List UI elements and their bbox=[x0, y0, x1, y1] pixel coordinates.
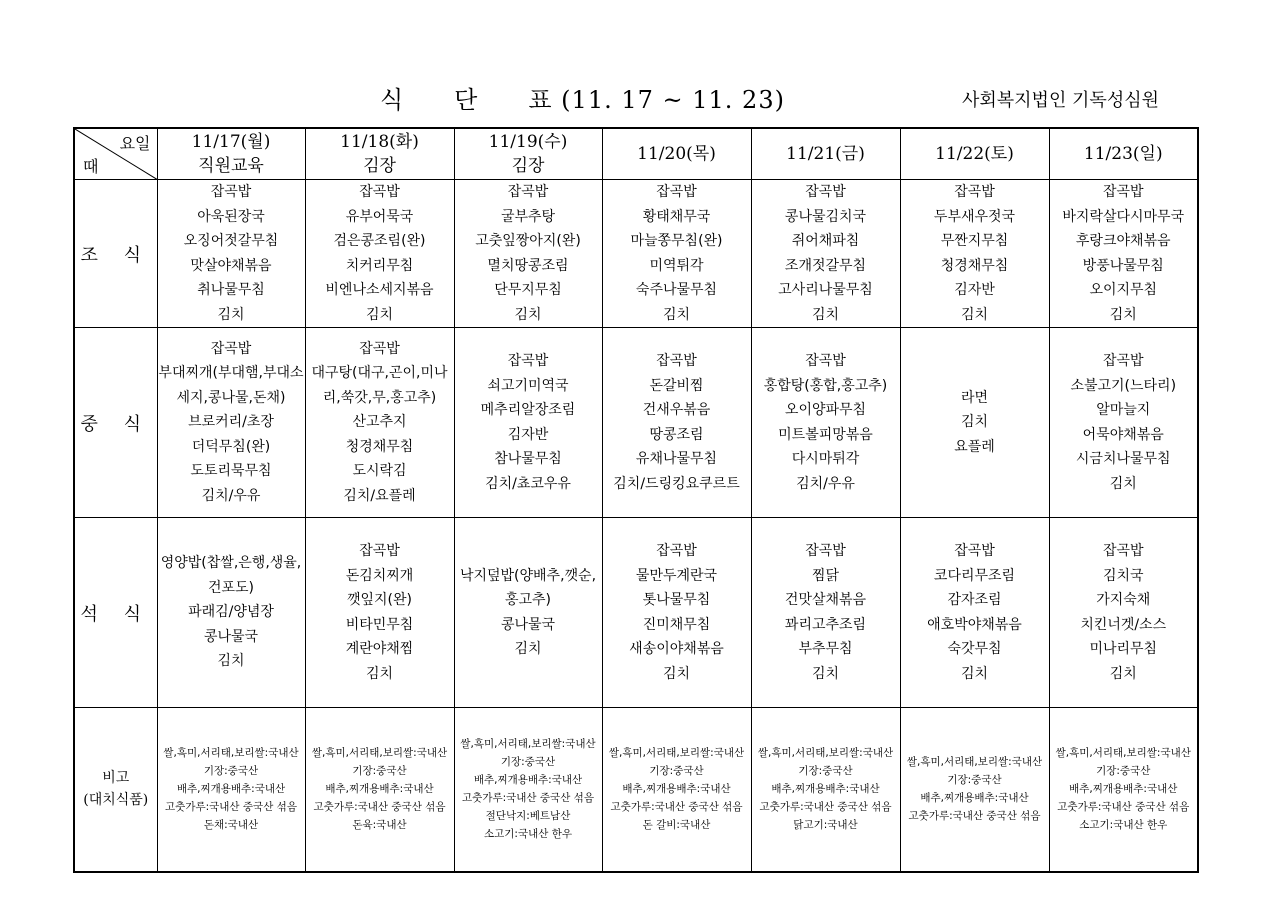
menu-cell bbox=[900, 518, 1049, 708]
menu-item: 김치 bbox=[514, 306, 542, 323]
menu-item: 도토리묵무침 bbox=[190, 463, 272, 480]
notes-label-line: (대치식품) bbox=[83, 792, 149, 809]
menu-item: 아욱된장국 bbox=[197, 208, 265, 225]
origin-note-line: 기장:중국산 bbox=[798, 765, 853, 778]
menu-item: 김치 bbox=[960, 306, 989, 323]
meal-row bbox=[74, 328, 1198, 518]
menu-item: 땅콩조림 bbox=[649, 426, 704, 443]
day-header bbox=[305, 128, 454, 180]
origin-note-line: 고춧가루:국내산 중국산 섞음 bbox=[610, 801, 743, 814]
menu-item: 콩나물국 bbox=[500, 616, 556, 633]
menu-item: 미역튀각 bbox=[649, 257, 704, 274]
menu-item: 잡곡밥 bbox=[210, 184, 252, 200]
menu-item: 가지숙채 bbox=[1096, 592, 1151, 608]
menu-cell bbox=[751, 328, 900, 518]
menu-item: 김치 bbox=[811, 306, 840, 323]
menu-cell bbox=[900, 180, 1049, 328]
menu-item: 멸치땅콩조림 bbox=[487, 257, 569, 274]
origin-note-cell bbox=[602, 708, 751, 872]
menu-item: 도시락김 bbox=[352, 463, 407, 480]
menu-item: 잡곡밥 bbox=[359, 543, 400, 559]
menu-item: 김치 bbox=[514, 641, 542, 657]
menu-item: 미나리무침 bbox=[1089, 641, 1158, 657]
menu-item: 잡곡밥 bbox=[210, 340, 252, 357]
menu-item: 잡곡밥 bbox=[359, 184, 400, 200]
menu-item: 산고추지 bbox=[352, 414, 407, 431]
day-date: 11/21(금) bbox=[786, 144, 865, 164]
menu-item: 찜닭 bbox=[811, 567, 840, 584]
origin-note-line: 쌀,흑미,서리태,보리쌀:국내산 bbox=[757, 747, 894, 760]
origin-note-cell bbox=[900, 708, 1049, 872]
menu-item: 콩나물김치국 bbox=[784, 208, 867, 225]
meal-label: 조 식 bbox=[74, 180, 157, 328]
day-date: 11/20(목) bbox=[637, 144, 716, 164]
day-header bbox=[751, 128, 900, 180]
origin-note-line: 쌀,흑미,서리태,보리쌀:국내산 bbox=[906, 756, 1043, 769]
day-event: 직원교육 bbox=[198, 156, 264, 176]
menu-item: 시금치나물무침 bbox=[1075, 451, 1171, 467]
header-row bbox=[74, 128, 1198, 180]
day-header bbox=[1049, 128, 1198, 180]
menu-item: 김치/쵸코우유 bbox=[485, 475, 571, 492]
menu-item: 김자반 bbox=[507, 426, 549, 443]
menu-item: 굴부추탕 bbox=[500, 208, 556, 225]
menu-item: 소불고기(느타리) bbox=[1070, 377, 1177, 394]
menu-cell bbox=[751, 518, 900, 708]
menu-item: 잡곡밥 bbox=[805, 184, 846, 200]
day-date: 11/19(수) bbox=[488, 132, 568, 152]
notes-row bbox=[74, 708, 1198, 872]
menu-item: 쇠고기미역국 bbox=[487, 377, 569, 394]
menu-item: 깻잎지(완) bbox=[346, 592, 413, 608]
day-header bbox=[454, 128, 602, 180]
origin-note-line: 쌀,흑미,서리태,보리쌀:국내산 bbox=[311, 747, 448, 760]
menu-item: 고춧잎짱아지(완) bbox=[475, 233, 581, 249]
menu-item: 김치 bbox=[217, 306, 245, 323]
menu-item: 건맛살채볶음 bbox=[784, 592, 867, 608]
menu-item: 잡곡밥 bbox=[507, 184, 549, 200]
menu-item: 대구탕(대구,곤이,미나리,쑥갓,무,홍고추) bbox=[311, 365, 448, 406]
menu-item: 비엔나소세지볶음 bbox=[325, 282, 434, 298]
menu-item: 숙주나물무침 bbox=[635, 282, 718, 298]
day-event: 김장 bbox=[511, 156, 545, 176]
menu-item: 잡곡밥 bbox=[507, 353, 549, 369]
menu-item: 콩나물국 bbox=[203, 628, 259, 645]
notes-label bbox=[74, 708, 157, 872]
origin-note-line: 돈육:국내산 bbox=[352, 819, 407, 832]
origin-note-line: 배추,찌개용배추:국내산 bbox=[325, 783, 434, 796]
menu-item: 김치/우유 bbox=[796, 475, 855, 492]
menu-item: 잡곡밥 bbox=[805, 353, 846, 369]
origin-note-line: 쌀,흑미,서리태,보리쌀:국내산 bbox=[460, 738, 596, 751]
menu-cell bbox=[454, 180, 602, 328]
origin-note-line: 기장:중국산 bbox=[352, 765, 407, 778]
menu-item: 김치/드링킹요쿠르트 bbox=[613, 475, 740, 492]
origin-note-cell bbox=[157, 708, 305, 872]
menu-item: 맛살야채볶음 bbox=[190, 257, 272, 274]
menu-item: 요플레 bbox=[954, 438, 995, 455]
origin-note-line: 고춧가루:국내산 중국산 섞음 bbox=[165, 801, 297, 814]
menu-item: 알마늘지 bbox=[1096, 402, 1151, 418]
menu-item: 라면 bbox=[960, 389, 989, 406]
origin-note-cell bbox=[751, 708, 900, 872]
menu-item: 새송이야채볶음 bbox=[629, 641, 724, 657]
menu-cell bbox=[751, 180, 900, 328]
menu-item: 잡곡밥 bbox=[656, 543, 697, 559]
menu-item: 잡곡밥 bbox=[1102, 353, 1144, 369]
menu-item: 잡곡밥 bbox=[954, 184, 995, 200]
menu-item: 유채나물무침 bbox=[635, 451, 718, 467]
menu-item: 쥐어채파침 bbox=[791, 233, 860, 249]
menu-item: 김치/우유 bbox=[201, 487, 261, 504]
meal-label: 석 식 bbox=[74, 518, 157, 708]
menu-item: 청경채무침 bbox=[940, 257, 1009, 274]
meal-label: 중 식 bbox=[74, 328, 157, 518]
menu-cell bbox=[602, 180, 751, 328]
origin-note-line: 쌀,흑미,서리태,보리쌀:국내산 bbox=[1055, 747, 1191, 760]
menu-item: 김치 bbox=[217, 653, 245, 670]
menu-item: 오징어젓갈무침 bbox=[183, 233, 279, 249]
menu-item: 청경채무침 bbox=[345, 438, 414, 455]
menu-item: 두부새우젓국 bbox=[933, 208, 1016, 225]
origin-note-line: 기장:중국산 bbox=[947, 774, 1002, 787]
menu-cell bbox=[454, 518, 602, 708]
menu-item: 건새우볶음 bbox=[642, 402, 711, 418]
menu-item: 계란야채찜 bbox=[345, 641, 414, 657]
origin-note-line: 배추,찌개용배추:국내산 bbox=[771, 783, 880, 796]
origin-note-line: 돈 갈비:국내산 bbox=[642, 819, 711, 832]
menu-item: 오이지무침 bbox=[1089, 282, 1158, 298]
menu-cell bbox=[1049, 518, 1198, 708]
origin-note-cell bbox=[454, 708, 602, 872]
origin-note-line: 고춧가루:국내산 중국산 섞음 bbox=[462, 792, 594, 805]
origin-note-line: 배추,찌개용배추:국내산 bbox=[622, 783, 731, 796]
origin-note-cell bbox=[305, 708, 454, 872]
day-axis-label: 요일 bbox=[119, 134, 151, 153]
menu-item: 감자조림 bbox=[947, 592, 1002, 608]
menu-item: 오이양파무침 bbox=[784, 402, 867, 418]
menu-item: 김치 bbox=[365, 665, 394, 682]
menu-item: 꽈리고추조림 bbox=[784, 616, 867, 633]
day-header bbox=[602, 128, 751, 180]
origin-note-cell bbox=[1049, 708, 1198, 872]
menu-item: 김치 bbox=[960, 665, 989, 682]
origin-note-line: 배추,찌개용배추:국내산 bbox=[176, 783, 286, 796]
origin-note-line: 고춧가루:국내산 중국산 섞음 bbox=[1057, 801, 1190, 814]
menu-item: 고사리나물무침 bbox=[778, 282, 873, 298]
menu-item: 황태채무국 bbox=[642, 208, 711, 225]
menu-item: 낙지덮밥(양배추,깻순,홍고추) bbox=[459, 567, 597, 608]
day-header bbox=[900, 128, 1049, 180]
menu-cell bbox=[157, 518, 305, 708]
day-header bbox=[157, 128, 305, 180]
menu-item: 무짠지무침 bbox=[940, 233, 1009, 249]
origin-note-line: 배추,찌개용배추:국내산 bbox=[1069, 783, 1178, 796]
day-date: 11/22(토) bbox=[935, 144, 1014, 164]
menu-item: 김치 bbox=[811, 665, 840, 682]
menu-cell bbox=[305, 518, 454, 708]
menu-item: 김치 bbox=[662, 665, 691, 682]
menu-item: 단무지무침 bbox=[494, 282, 562, 298]
day-event: 김장 bbox=[363, 156, 396, 176]
menu-item: 김치 bbox=[662, 306, 691, 323]
menu-item: 잡곡밥 bbox=[1102, 184, 1144, 200]
menu-item: 잡곡밥 bbox=[954, 543, 995, 559]
menu-item: 김치 bbox=[1109, 306, 1137, 323]
day-date: 11/18(화) bbox=[340, 132, 419, 152]
menu-cell bbox=[1049, 180, 1198, 328]
menu-item: 다시마튀각 bbox=[791, 451, 860, 467]
menu-item: 조개젓갈무침 bbox=[784, 257, 867, 274]
menu-item: 후랑크야채볶음 bbox=[1075, 233, 1171, 249]
menu-item: 김치/요플레 bbox=[343, 487, 416, 504]
meal-row bbox=[74, 518, 1198, 708]
menu-item: 톳나물무침 bbox=[642, 592, 711, 608]
menu-item: 김치 bbox=[1109, 475, 1137, 492]
menu-item: 잡곡밥 bbox=[359, 340, 400, 357]
corner-cell bbox=[74, 128, 157, 180]
menu-item: 브로커리/초장 bbox=[188, 414, 274, 431]
menu-item: 코다리무조림 bbox=[933, 567, 1016, 584]
menu-item: 취나물무침 bbox=[197, 282, 265, 298]
menu-item: 치킨너겟/소스 bbox=[1080, 616, 1167, 633]
menu-item: 잡곡밥 bbox=[1102, 543, 1144, 559]
menu-item: 더덕무침(완) bbox=[191, 438, 271, 455]
menu-cell bbox=[157, 328, 305, 518]
menu-item: 돈김치찌개 bbox=[345, 567, 414, 584]
menu-item: 미트볼피망볶음 bbox=[778, 426, 873, 443]
menu-item: 방풍나물무침 bbox=[1082, 257, 1164, 274]
origin-note-line: 고춧가루:국내산 중국산 섞음 bbox=[313, 801, 446, 814]
menu-item: 파래김/양념장 bbox=[188, 604, 274, 621]
menu-item: 영양밥(찹쌀,은행,생율,건포도) bbox=[160, 555, 302, 596]
origin-note-line: 절단낙지:베트남산 bbox=[485, 810, 571, 823]
menu-item: 어묵야채볶음 bbox=[1082, 426, 1164, 443]
menu-item: 잡곡밥 bbox=[656, 184, 697, 200]
origin-note-line: 고춧가루:국내산 중국산 섞음 bbox=[908, 810, 1041, 823]
menu-item: 김자반 bbox=[954, 282, 995, 298]
menu-item: 비타민무침 bbox=[345, 616, 414, 633]
menu-cell bbox=[305, 180, 454, 328]
page-title: 식 단 표 (11. 17 ~ 11. 23) bbox=[380, 86, 785, 114]
menu-item: 홍합탕(홍합,홍고추) bbox=[763, 377, 888, 394]
menu-cell bbox=[454, 328, 602, 518]
menu-item: 유부어묵국 bbox=[345, 208, 414, 225]
origin-note-line: 배추,찌개용배추:국내산 bbox=[920, 792, 1029, 805]
menu-cell bbox=[602, 518, 751, 708]
origin-note-line: 닭고기:국내산 bbox=[793, 819, 858, 832]
organization-name: 사회복지법인 기독성심원 bbox=[962, 90, 1159, 111]
menu-item: 참나물무침 bbox=[494, 451, 562, 467]
menu-cell bbox=[1049, 328, 1198, 518]
notes-label-line: 비고 bbox=[102, 770, 130, 787]
meal-axis-label: 때 bbox=[83, 157, 99, 176]
origin-note-line: 쌀,흑미,서리태,보리쌀:국내산 bbox=[163, 747, 299, 760]
menu-item: 치커리무침 bbox=[345, 257, 414, 274]
menu-item: 돈갈비찜 bbox=[649, 377, 704, 394]
menu-item: 김치 bbox=[365, 306, 394, 323]
menu-item: 애호박야채볶음 bbox=[927, 616, 1022, 633]
menu-item: 잡곡밥 bbox=[656, 353, 697, 369]
menu-cell bbox=[157, 180, 305, 328]
origin-note-line: 고춧가루:국내산 중국산 섞음 bbox=[759, 801, 892, 814]
menu-item: 김치 bbox=[960, 414, 989, 431]
menu-item: 김치국 bbox=[1102, 567, 1144, 584]
origin-note-line: 배추,찌개용배추:국내산 bbox=[473, 774, 583, 787]
menu-item: 김치 bbox=[1109, 665, 1137, 682]
origin-note-line: 소고기:국내산 한우 bbox=[483, 828, 573, 841]
origin-note-line: 기장:중국산 bbox=[203, 765, 259, 778]
menu-item: 진미채무침 bbox=[642, 616, 711, 633]
origin-note-line: 기장:중국산 bbox=[500, 756, 556, 769]
menu-item: 숙갓무침 bbox=[947, 641, 1002, 657]
meal-plan-table bbox=[73, 127, 1199, 873]
menu-item: 잡곡밥 bbox=[805, 543, 846, 559]
menu-item: 바지락살다시마무국 bbox=[1062, 208, 1185, 225]
day-date: 11/23(일) bbox=[1083, 144, 1163, 164]
meal-row bbox=[74, 180, 1198, 328]
menu-item: 마늘쫑무침(완) bbox=[630, 233, 723, 249]
menu-cell bbox=[305, 328, 454, 518]
origin-note-line: 돈채:국내산 bbox=[203, 819, 259, 832]
menu-item: 부추무침 bbox=[798, 641, 853, 657]
origin-note-line: 기장:중국산 bbox=[649, 765, 704, 778]
day-date: 11/17(월) bbox=[191, 132, 271, 152]
menu-item: 메추리알장조림 bbox=[480, 402, 576, 418]
menu-item: 검은콩조림(완) bbox=[333, 233, 426, 249]
origin-note-line: 쌀,흑미,서리태,보리쌀:국내산 bbox=[608, 747, 745, 760]
origin-note-line: 소고기:국내산 한우 bbox=[1079, 819, 1168, 832]
origin-note-line: 기장:중국산 bbox=[1096, 765, 1151, 778]
menu-item: 물만두계란국 bbox=[635, 567, 718, 584]
menu-cell bbox=[900, 328, 1049, 518]
menu-item: 부대찌개(부대햄,부대소세지,콩나물,돈채) bbox=[158, 365, 304, 406]
menu-cell bbox=[602, 328, 751, 518]
